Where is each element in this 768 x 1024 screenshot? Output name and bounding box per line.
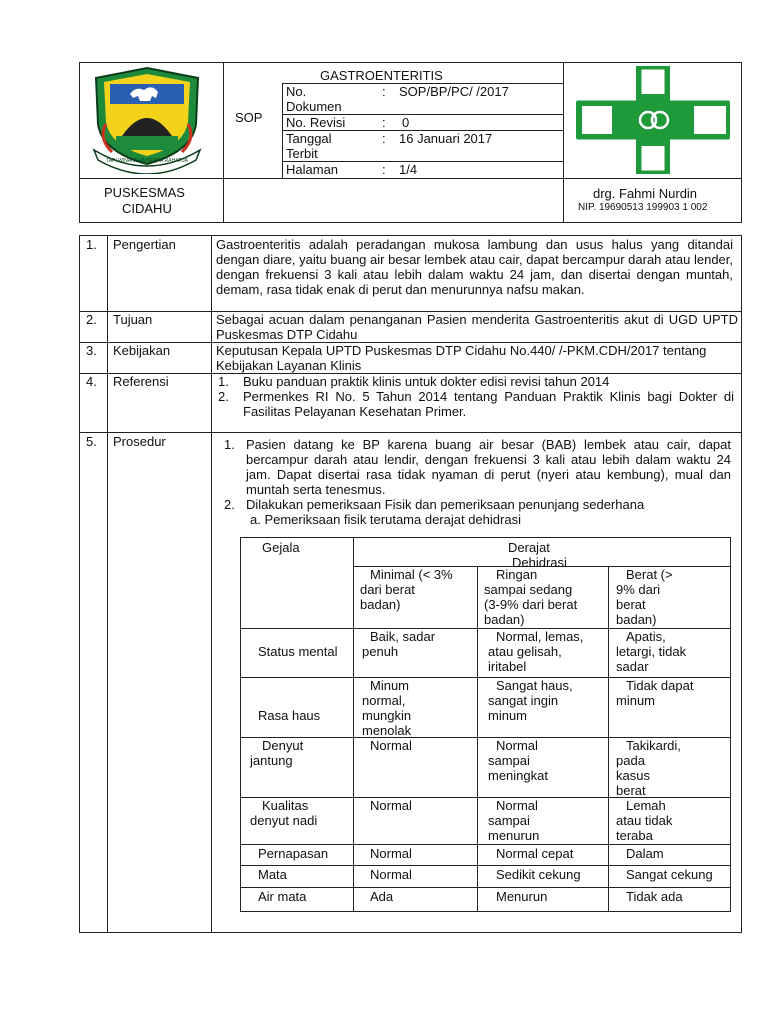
- severe-cell: Sangat cekung: [626, 867, 713, 882]
- section-number: 2.: [86, 312, 97, 327]
- minimal-cell: normal,: [362, 693, 406, 708]
- section-number: 4.: [86, 374, 97, 389]
- severe-cell: Tidak dapat: [626, 678, 694, 693]
- moderate-cell: Sangat haus,: [496, 678, 573, 693]
- symptom-cell: Pernapasan: [258, 846, 329, 861]
- issue-date-label-2: Terbit: [286, 146, 318, 161]
- severity-level-header: badan): [360, 597, 401, 612]
- severity-level-header: sampai sedang: [484, 582, 573, 597]
- org-name-line2: CIDAHU: [122, 201, 172, 216]
- section-text-kebijakan: Keputusan Kepala UPTD Puskesmas DTP Cidahu No.440/ /-PKM.CDH/2017 tentang Kebijakan Layanan Klinis: [216, 343, 707, 373]
- severity-level-header: badan): [484, 612, 525, 627]
- reference-number: 2.: [218, 389, 229, 404]
- severe-cell: Lemah: [626, 798, 666, 813]
- moderate-cell: menurun: [488, 828, 540, 843]
- moderate-cell: meningkat: [488, 768, 548, 783]
- minimal-cell: Normal: [370, 867, 412, 882]
- severity-level-header: (3-9% dari berat: [484, 597, 578, 612]
- severe-cell: sadar: [616, 659, 649, 674]
- revision-label: No. Revisi: [286, 115, 346, 130]
- severity-level-header: 9% dari: [616, 582, 661, 597]
- colon: :: [382, 115, 386, 130]
- minimal-cell: Normal: [370, 846, 412, 861]
- moderate-cell: sampai: [488, 753, 530, 768]
- severe-cell: Takikardi,: [626, 738, 681, 753]
- colon: :: [382, 84, 386, 99]
- document-title: GASTROENTERITIS: [320, 68, 443, 83]
- procedure-number: 1.: [224, 437, 235, 452]
- severity-level-header: badan): [616, 612, 657, 627]
- table-header-dehidrasi: Dehidrasi: [512, 555, 567, 570]
- severe-cell: kasus: [616, 768, 650, 783]
- section-number: 1.: [86, 237, 97, 252]
- moderate-cell: atau gelisah,: [488, 644, 562, 659]
- minimal-cell: Ada: [370, 889, 394, 904]
- moderate-cell: Sedikit cekung: [496, 867, 581, 882]
- section-number: 3.: [86, 343, 97, 358]
- section-label-pengertian: Pengertian: [113, 237, 176, 252]
- colon: :: [382, 131, 386, 146]
- severe-cell: Tidak ada: [626, 889, 683, 904]
- minimal-cell: Normal: [370, 798, 412, 813]
- severity-level-header: berat: [616, 597, 646, 612]
- table-header-derajat: Derajat: [508, 540, 550, 555]
- logo-motto: TAPI WINANGUN KERTA RAHARJA: [106, 158, 188, 164]
- severe-cell: letargi, tidak: [616, 644, 687, 659]
- reference-number: 1.: [218, 374, 229, 389]
- moderate-cell: sangat ingin: [488, 693, 559, 708]
- symptom-cell: Mata: [258, 867, 287, 882]
- moderate-cell: Normal, lemas,: [496, 629, 584, 644]
- doc-number-value: SOP/BP/PC/ /2017: [399, 84, 509, 99]
- minimal-cell: menolak: [362, 723, 412, 738]
- moderate-cell: Menurun: [496, 889, 548, 904]
- section-text-tujuan: Sebagai acuan dalam penanganan Pasien menderita Gastroenteritis akut di UGD UPTD Puskesmas DTP Cidahu: [216, 312, 738, 342]
- sop-label: SOP: [235, 110, 263, 125]
- symptom-cell: Status mental: [258, 644, 338, 659]
- severe-cell: teraba: [616, 828, 653, 843]
- severity-level-header: dari berat: [360, 582, 415, 597]
- severe-cell: minum: [616, 693, 656, 708]
- severity-level-header: Ringan: [496, 567, 538, 582]
- minimal-cell: penuh: [362, 644, 399, 659]
- severe-cell: Apatis,: [626, 629, 666, 644]
- page-value: 1/4: [399, 162, 418, 177]
- minimal-cell: mungkin: [362, 708, 412, 723]
- section-number: 5.: [86, 434, 97, 449]
- revision-value: 0: [402, 115, 410, 130]
- moderate-cell: Normal: [496, 738, 538, 753]
- section-label-tujuan: Tujuan: [113, 312, 153, 327]
- procedure-item: Pasien datang ke BP karena buang air besar (BAB) lembek atau cair, dapat bercampur darah atau lendir, dengan frekuensi 3 kali atau lebih dalam waktu 24 jam. Dapat disertai rasa tidak nyaman di perut (nyeri atau kembung), mual dan muntah serta tenesmus.: [246, 437, 731, 497]
- health-cross-icon: [568, 64, 738, 176]
- symptom-cell: Kualitas: [262, 798, 309, 813]
- section-label-prosedur: Prosedur: [113, 434, 166, 449]
- minimal-cell: Minum: [370, 678, 410, 693]
- colon: :: [382, 162, 386, 177]
- symptom-cell: denyut nadi: [250, 813, 318, 828]
- org-name-line1: PUSKESMAS: [104, 185, 185, 200]
- reference-item: Permenkes RI No. 5 Tahun 2014 tentang Panduan Praktik Klinis bagi Dokter di Fasilitas Pelayanan Kesehatan Primer.: [243, 389, 734, 419]
- procedure-item: Dilakukan pemeriksaan Fisik dan pemeriksaan penunjang sederhana: [246, 497, 645, 512]
- moderate-cell: Normal: [496, 798, 538, 813]
- symptom-cell: Air mata: [258, 889, 307, 904]
- severe-cell: pada: [616, 753, 645, 768]
- page-label: Halaman: [286, 162, 339, 177]
- section-label-referensi: Referensi: [113, 374, 169, 389]
- procedure-subitem: a. Pemeriksaan fisik terutama derajat dehidrasi: [250, 512, 521, 527]
- severe-cell: atau tidak: [616, 813, 673, 828]
- moderate-cell: sampai: [488, 813, 530, 828]
- doc-number-label-2: Dokumen: [286, 99, 342, 114]
- reference-item: Buku panduan praktik klinis untuk dokter edisi revisi tahun 2014: [243, 374, 610, 389]
- severe-cell: Dalam: [626, 846, 664, 861]
- puskesmas-logo: [568, 64, 738, 176]
- signatory-nip: NIP. 19690513 199903 1 002: [578, 202, 708, 213]
- minimal-cell: Normal: [370, 738, 412, 753]
- symptom-cell: Denyut: [262, 738, 304, 753]
- symptom-cell: Rasa haus: [258, 708, 321, 723]
- signatory-name: drg. Fahmi Nurdin: [593, 186, 698, 201]
- severity-level-header: Berat (>: [626, 567, 673, 582]
- severity-level-header: Minimal (< 3%: [370, 567, 453, 582]
- section-text-pengertian: Gastroenteritis adalah peradangan mukosa lambung dan usus halus yang ditandai dengan diare, yaitu buang air besar lembek atau cair, dapat bercampur darah atau lender, dengan frekuensi 3 kali atau lebih dalam waktu 24 jam, dan disertai dengan muntah, demam, rasa tidak enak di perut dan menurunnya nafsu makan.: [216, 237, 733, 297]
- moderate-cell: Normal cepat: [496, 846, 574, 861]
- section-label-kebijakan: Kebijakan: [113, 343, 171, 358]
- table-header-gejala: Gejala: [262, 540, 300, 555]
- procedure-number: 2.: [224, 497, 235, 512]
- minimal-cell: Baik, sadar: [370, 629, 436, 644]
- severe-cell: berat: [616, 783, 646, 798]
- moderate-cell: minum: [488, 708, 528, 723]
- symptom-cell: jantung: [250, 753, 293, 768]
- moderate-cell: iritabel: [488, 659, 527, 674]
- regency-logo: [86, 64, 208, 174]
- issue-date-label-1: Tanggal: [286, 131, 332, 146]
- issue-date-value: 16 Januari 2017: [399, 131, 493, 146]
- doc-number-label-1: No.: [286, 84, 307, 99]
